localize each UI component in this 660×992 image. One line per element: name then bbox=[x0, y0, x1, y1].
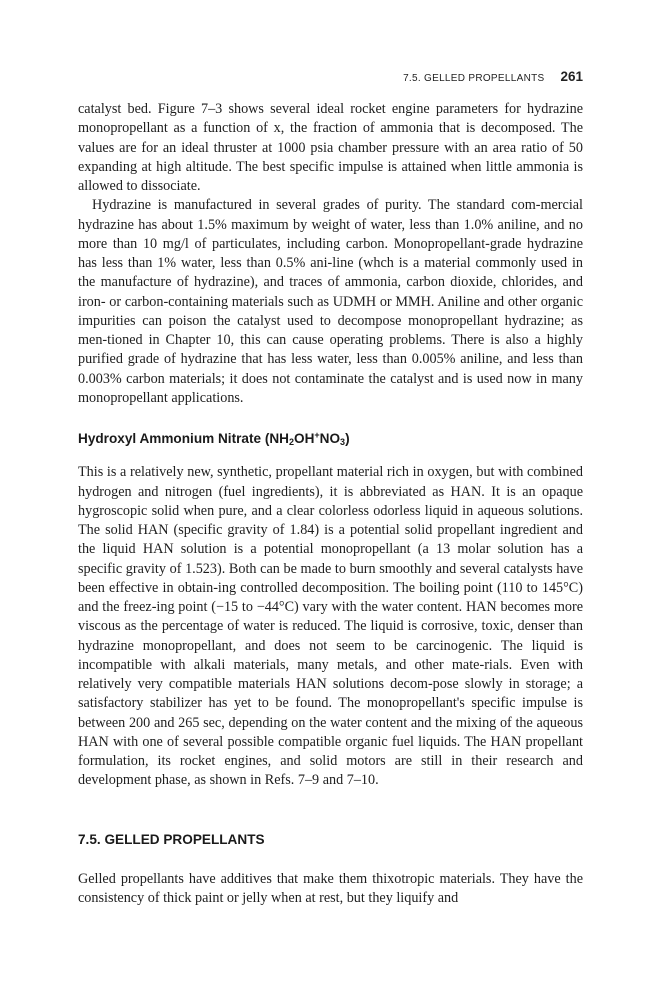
running-head-section: 7.5. GELLED PROPELLANTS bbox=[403, 73, 545, 84]
page-number: 261 bbox=[560, 69, 583, 84]
paragraph-han: This is a relatively new, synthetic, propellant material rich in oxygen, but with combined hydrogen and nitrogen (fuel ingredients), it is abbreviated as HAN. It is an opaque hygroscopic solid when pure, and a clear colorless odorless liquid in aqueous solutions. The solid HAN (specific gravity of 1.84) is a potential solid propellant ingredient and the liquid HAN solution is a potential monopropellant (a 13 molar solution has a specific gravity of 1.523). Both can be made to burn smoothly and several catalysts have been effective in obtain-ing controlled decomposition. The boiling point (110 to 145°C) and the freez-ing point (−15 to −44°C) vary with the water content. HAN becomes more viscous as the percentage of water is reduced. The liquid is corrosive, toxic, denser than hydrazine monopropellant, and does not seem to be carcinogenic. The liquid is incompatible with alkali materials, many metals, and other mate-rials. Even with relatively very compatible materials HAN solutions decom-pose slowly in storage; a satisfactory stabilizer has yet to be found. The monopropellant's specific impulse is between 200 and 265 sec, depending on the water content and the mixing of the aqueous HAN with one of several possible compatible organic fuel liquids. The HAN propellant formulation, its rocket engines, and solid motors are still in their research and development phase, as shown in Refs. 7–9 and 7–10. bbox=[78, 464, 583, 789]
subheading-han: Hydroxyl Ammonium Nitrate $(NH_2OH^+NO_3)$ bbox=[78, 430, 350, 447]
paragraph-catalyst-bed: catalyst bed. Figure 7–3 shows several ideal rocket engine parameters for hydrazine monopropellant as a function of x, the fraction of ammonia that is decomposed. The values are for an ideal thruster at 1000 psia chamber pressure with an area ratio of 50 expanding at high altitude. The best specific impulse is attained when little ammonia is allowed to dissociate. bbox=[78, 101, 583, 194]
paragraph-hydrazine-grades: Hydrazine is manufactured in several grades of purity. The standard com-mercial hydrazine has about 1.5% maximum by weight of water, less than 1.0% aniline, and no more than 10 mg/l of particulates, including carbon. Monopropellant-grade hydrazine has less than 1% water, less than 0.5% ani-line (whch is a material commonly used in the manufacture of hydrazine), and traces of ammonia, carbon dioxide, chlorides, and iron- or carbon-containing materials such as UDMH or MMH. Aniline and other organic impurities can poison the catalyst used to decompose monopropellant hydrazine; as men-tioned in Chapter 10, this can cause operating problems. There is also a highly purified grade of hydrazine that has less water, less than 0.005% aniline, and less than 0.003% carbon materials; it does not contaminate the catalyst and is used now in many monopropellant applications. bbox=[78, 197, 583, 406]
running-head bbox=[78, 68, 583, 86]
section-heading-gelled: 7.5. GELLED PROPELLANTS bbox=[78, 831, 265, 847]
paragraph-gelled: Gelled propellants have additives that make them thixotropic materials. They have the consistency of thick paint or jelly when at rest, but they liquify and bbox=[78, 870, 583, 906]
body-text bbox=[78, 100, 583, 908]
